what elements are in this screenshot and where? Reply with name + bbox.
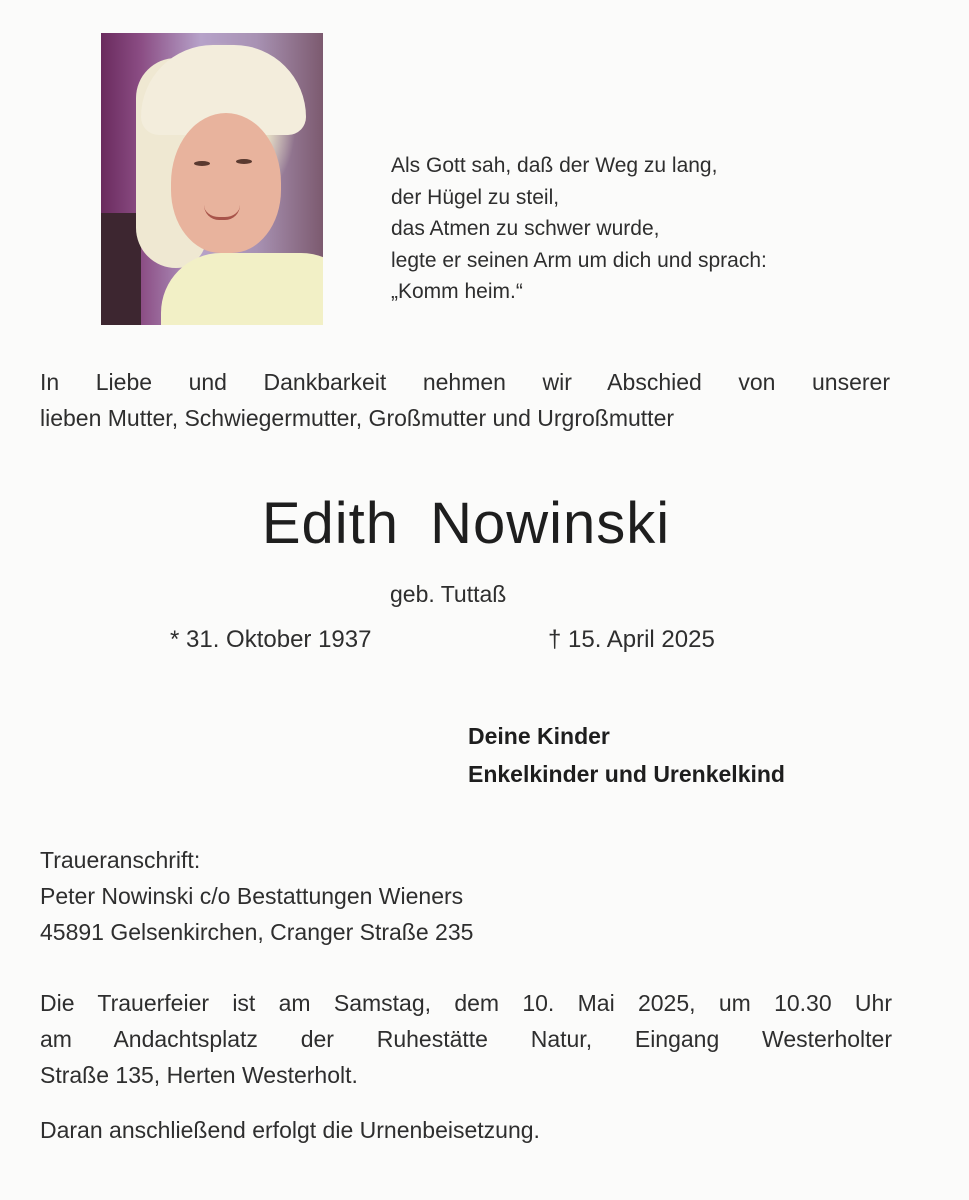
address-label: Traueranschrift: (40, 847, 201, 873)
address-line: Peter Nowinski c/o Bestattungen Wieners (40, 883, 464, 909)
ceremony-line: Straße 135, Herten Westerholt. (40, 1062, 358, 1088)
ceremony-line: Die Trauerfeier ist am Samstag, dem 10. Mai 2025, um 10.30 Uhr (40, 990, 892, 1016)
poem-line: „Komm heim.“ (391, 280, 523, 303)
poem (391, 150, 767, 308)
condolence-address (40, 842, 473, 950)
family-line: Enkelkinder und Urenkelkind (468, 761, 785, 787)
intro-text (40, 364, 890, 436)
ceremony-info (40, 985, 892, 1093)
deceased-name: Edith Nowinski (261, 491, 671, 556)
intro-line: lieben Mutter, Schwiegermutter, Großmutter und Urgroßmutter (40, 405, 675, 431)
poem-line: Als Gott sah, daß der Weg zu lang, (391, 154, 718, 177)
death-date: † 15. April 2025 (548, 626, 715, 653)
birth-date: * 31. Oktober 1937 (170, 626, 372, 653)
family-signature (468, 717, 785, 793)
poem-line: der Hügel zu steil, (391, 185, 560, 209)
poem-line: das Atmen zu schwer wurde, (391, 217, 660, 240)
address-line: 45891 Gelsenkirchen, Cranger Straße 235 (40, 919, 474, 945)
birth-name: geb. Tuttaß (390, 581, 507, 607)
ceremony-line: am Andachtsplatz der Ruhestätte Natur, Eingang Westerholter (40, 1026, 892, 1052)
portrait-photo (101, 33, 323, 325)
intro-line: In Liebe und Dankbarkeit nehmen wir Abschied von unserer (40, 369, 890, 395)
closing-text: Daran anschließend erfolgt die Urnenbeisetzung. (40, 1117, 540, 1143)
poem-line: legte er seinen Arm um dich und sprach: (391, 248, 767, 272)
family-line: Deine Kinder (468, 723, 610, 749)
